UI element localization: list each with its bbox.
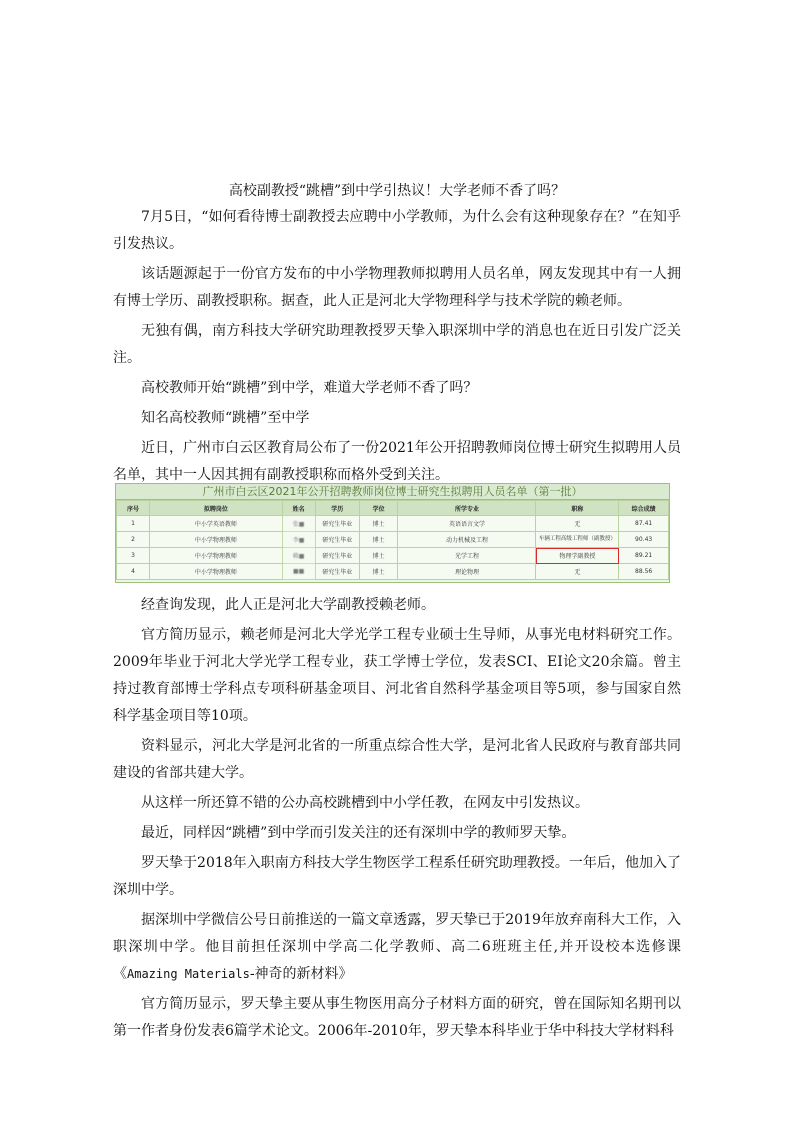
paragraph: 7月5日，“如何看待博士副教授去应聘中小学教师，为什么会有这种现象存在？”在知乎引发热议。 bbox=[113, 209, 681, 252]
cell: 英语语言文学 bbox=[398, 516, 536, 532]
cell: 88.56 bbox=[619, 564, 669, 580]
cell: 李■ bbox=[282, 532, 315, 548]
cell: 中小学英语教师 bbox=[150, 516, 282, 532]
cell: 博士 bbox=[359, 516, 398, 532]
col-header: 学位 bbox=[359, 501, 398, 516]
paragraph: 近日，广州市白云区教育局公布了一份2021年公开招聘教师岗位博士研究生拟聘用人员名单，其中一人因其拥有副教授职称而格外受到关注。 bbox=[113, 440, 681, 483]
cell: 中小学物理教师 bbox=[150, 532, 282, 548]
cell: 90.43 bbox=[619, 532, 669, 548]
course-name-en: Amazing Materials bbox=[127, 967, 250, 981]
article-title: 高校副教授“跳槽”到中学引热议！大学老师不香了吗？ bbox=[228, 183, 566, 199]
cell: 无 bbox=[536, 516, 619, 532]
cell: 光学工程 bbox=[398, 548, 536, 564]
cell: 博士 bbox=[359, 532, 398, 548]
cell: 87.41 bbox=[619, 516, 669, 532]
col-header: 学历 bbox=[315, 501, 359, 516]
section-heading: 知名高校教师“跳槽”至中学 bbox=[141, 410, 310, 426]
col-header: 职称 bbox=[536, 501, 619, 516]
table-row bbox=[117, 548, 669, 564]
cell: 1 bbox=[117, 516, 150, 532]
paragraph-text: 据深圳中学微信公号日前推送的一篇文章透露，罗天挚已于2019年放弃南科大工作，入职深圳中学。他目前担任深圳中学高二化学教师、高二6班班主任,并开设校本选修课《 bbox=[113, 912, 681, 982]
paragraph: 该话题源起于一份官方发布的中小学物理教师拟聘用人员名单，网友发现其中有一人拥有博士学历、副教授职称。据查，此人正是河北大学物理科学与技术学院的赖老师。 bbox=[113, 266, 681, 309]
cell: 无 bbox=[536, 564, 619, 580]
cell: 89.21 bbox=[619, 548, 669, 564]
hiring-list-table-image bbox=[115, 483, 670, 583]
table-title: 广州市白云区2021年公开招聘教师岗位博士研究生拟聘用人员名单（第一批） bbox=[116, 484, 669, 500]
cell: 2 bbox=[117, 532, 150, 548]
cell: 中小学物理教师 bbox=[150, 548, 282, 564]
paragraph: 罗天挚于2018年入职南方科技大学生物医学工程系任研究助理教授。一年后，他加入了深圳中学。 bbox=[113, 855, 681, 898]
paragraph: 无独有偶，南方科技大学研究助理教授罗天挚入职深圳中学的消息也在近日引发广泛关注。 bbox=[113, 323, 681, 366]
paragraph-text: -神奇的新材料》 bbox=[249, 966, 353, 982]
col-header: 综合成绩 bbox=[619, 501, 669, 516]
article-body-bottom bbox=[113, 592, 681, 1048]
hiring-table bbox=[116, 500, 669, 580]
paragraph: 官方简历显示，赖老师是河北大学光学工程专业硕士生导师，从事光电材料研究工作。2009年毕业于河北大学光学工程专业，获工学博士学位，发表SCI、EI论文20余篇。曾主持过教育部博士学科点专项科研基金项目、河北省自然科学基金项目等5项，参与国家自然科学基金项目等10项。 bbox=[113, 627, 681, 724]
cell: 研究生毕业 bbox=[315, 548, 359, 564]
paragraph: 从这样一所还算不错的公办高校跳槽到中小学任教，在网友中引发热议。 bbox=[141, 795, 589, 811]
cell: 车辆工程高级工程师（副教授） bbox=[536, 532, 619, 548]
cell: 中小学物理教师 bbox=[150, 564, 282, 580]
col-header: 姓名 bbox=[282, 501, 315, 516]
paragraph: 高校教师开始“跳槽”到中学，难道大学老师不香了吗？ bbox=[141, 380, 478, 396]
cell: 4 bbox=[117, 564, 150, 580]
paragraph bbox=[113, 907, 681, 988]
cell: 博士 bbox=[359, 564, 398, 580]
col-header: 所学专业 bbox=[398, 501, 536, 516]
paragraph: 资料显示，河北大学是河北省的一所重点综合性大学，是河北省人民政府与教育部共同建设的省部共建大学。 bbox=[113, 738, 681, 781]
cell: 张■ bbox=[282, 516, 315, 532]
cell: ■■ bbox=[282, 564, 315, 580]
col-header: 拟聘岗位 bbox=[150, 501, 282, 516]
paragraph: 经查询发现，此人正是河北大学副教授赖老师。 bbox=[141, 597, 435, 613]
highlighted-cell: 物理学副教授 bbox=[536, 548, 619, 564]
cell: 研究生毕业 bbox=[315, 564, 359, 580]
table-header-row bbox=[117, 501, 669, 516]
table-row bbox=[117, 564, 669, 580]
cell: 研究生毕业 bbox=[315, 516, 359, 532]
cell: 理论物理 bbox=[398, 564, 536, 580]
cell: 博士 bbox=[359, 548, 398, 564]
cell: 研究生毕业 bbox=[315, 532, 359, 548]
paragraph: 最近，同样因“跳槽”到中学而引发关注的还有深圳中学的教师罗天挚。 bbox=[141, 825, 576, 841]
cell: 赖■ bbox=[282, 548, 315, 564]
article-body-top bbox=[113, 204, 681, 492]
table-row bbox=[117, 516, 669, 532]
paragraph: 官方简历显示，罗天挚主要从事生物医用高分子材料方面的研究，曾在国际知名期刊以第一作者身份发表6篇学术论文。2006年-2010年，罗天挚本科毕业于华中科技大学材料科 bbox=[113, 996, 681, 1039]
table-row bbox=[117, 532, 669, 548]
cell: 3 bbox=[117, 548, 150, 564]
col-header: 序号 bbox=[117, 501, 150, 516]
cell: 动力机械及工程 bbox=[398, 532, 536, 548]
